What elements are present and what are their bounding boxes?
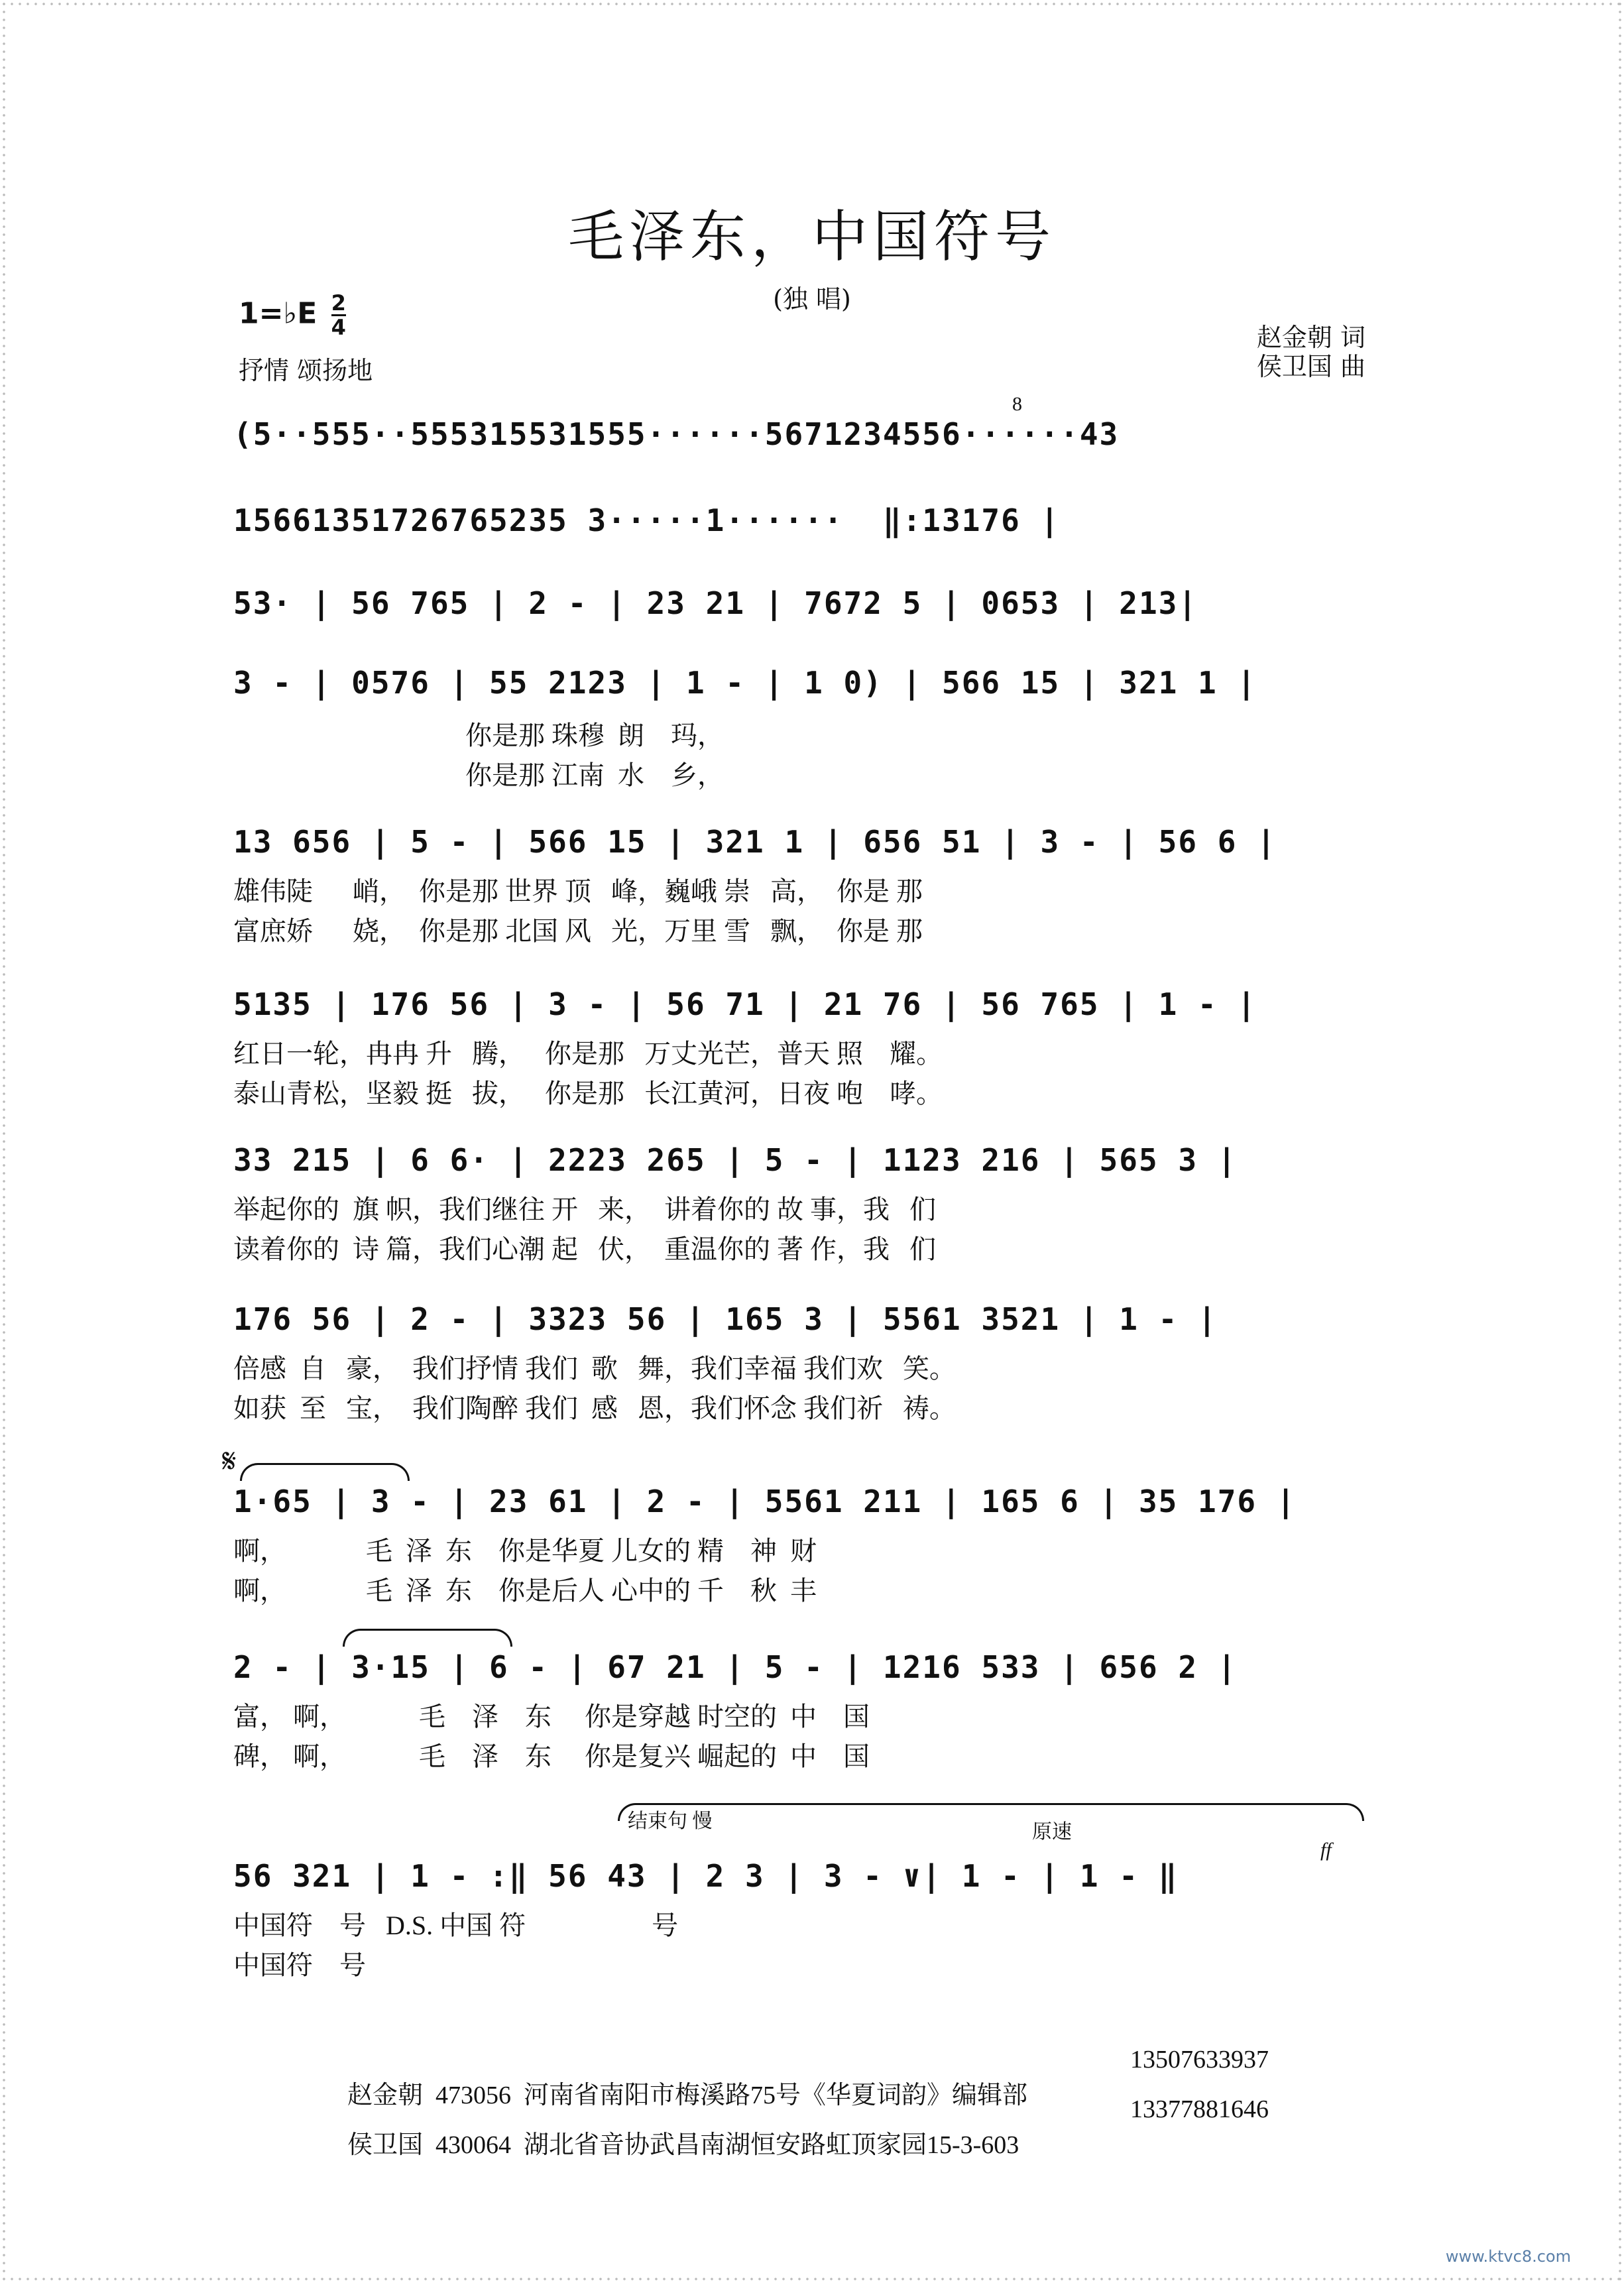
staff-notes: 176 56 | 2 - | 3323 56 | 165 3 | 5561 3521 | 1 - |: [233, 1301, 1218, 1337]
song-title: 毛泽东，中国符号: [567, 204, 1056, 269]
key-label: 1=♭E: [239, 296, 318, 331]
page-border-bottom: [0, 2275, 1624, 2283]
footer-phone: 13377881646: [1130, 2095, 1269, 2123]
staff-notes: 53· | 56 765 | 2 - | 23 21 | 7672 5 | 0653 | 213|: [233, 585, 1198, 621]
lyric-line: 碑， 啊， 毛 泽 东 你是复兴 崛起的 中 国: [233, 1741, 870, 1771]
time-denominator: 4: [331, 315, 346, 340]
lyric-line: 你是那 江南 水 乡，: [233, 760, 724, 790]
lyric-line: 举起你的 旗 帜，我们继往 开 来， 讲着你的 故 事，我 们: [233, 1195, 936, 1224]
lyric-line: 如获 至 宝， 我们陶醉 我们 感 恩，我们怀念 我们祈 祷。: [233, 1393, 956, 1423]
staff-notes: 1·65 | 3 - | 23 61 | 2 - | 5561 211 | 165 6 | 35 176 |: [233, 1484, 1297, 1519]
staff-notes: 56 321 | 1 - :‖ 56 43 | 2 3 | 3 - ∨| 1 - | 1 - ‖: [233, 1858, 1179, 1894]
staff-notes: 13 656 | 5 - | 566 15 | 321 1 | 656 51 | 3 - | 56 6 |: [233, 824, 1277, 860]
footer-address: 赵金朝 473056 河南省南阳市梅溪路75号《华夏词韵》编辑部: [347, 2081, 1028, 2109]
lyric-line: 啊， 毛 泽 东 你是华夏 儿女的 精 神 财: [233, 1536, 817, 1566]
lyric-line: 富庶娇 娆， 你是那 北国 风 光，万里 雪 飘， 你是 那: [233, 916, 923, 946]
lyric-line: 啊， 毛 泽 东 你是后人 心中的 千 秋 丰: [233, 1576, 817, 1606]
page-border-top: [0, 0, 1624, 8]
lyric-line: 富， 啊， 毛 泽 东 你是穿越 时空的 中 国: [233, 1702, 870, 1731]
ending-slur: [618, 1803, 1364, 1821]
composer-credit: 侯卫国 曲: [1256, 352, 1365, 381]
lyric-line: 中国符 号 D.S. 中国 符 号: [233, 1910, 679, 1940]
phrase-slur: [343, 1629, 512, 1647]
time-signature: [331, 292, 346, 339]
song-subtitle: (独 唱): [773, 284, 851, 314]
staff-notes: 15661351726765235 3·····1······ ‖:13176 |: [233, 502, 1061, 538]
lyric-line: 泰山青松，坚毅 挺 拔， 你是那 长江黄河，日夜 咆 哮。: [233, 1079, 943, 1108]
ending-label: 结束句 慢: [628, 1810, 713, 1832]
lyricist-credit: 赵金朝 词: [1256, 323, 1365, 352]
footer-phone: 13507633937: [1130, 2046, 1269, 2074]
staff-notes: (5··555··555315531555······5671234556······43: [233, 416, 1120, 452]
page-border-right: [1616, 0, 1624, 2283]
lyric-line: 红日一轮，冉冉 升 腾， 你是那 万丈光芒，普天 照 耀。: [233, 1039, 943, 1069]
staff-notes: 33 215 | 6 6· | 2223 265 | 5 - | 1123 216 | 565 3 |: [233, 1142, 1238, 1178]
lyric-line: 雄伟陡 峭， 你是那 世界 顶 峰，巍峨 崇 高， 你是 那: [233, 876, 923, 906]
staff-notes: 3 - | 0576 | 55 2123 | 1 - | 1 0) | 566 15 | 321 1 |: [233, 665, 1257, 701]
watermark: www.ktvc8.com: [1445, 2247, 1571, 2266]
tempo-marking: 抒情 颂扬地: [239, 356, 373, 385]
lyric-line: 你是那 珠穆 朗 玛，: [233, 721, 724, 750]
lyric-line: 倍感 自 豪， 我们抒情 我们 歌 舞，我们幸福 我们欢 笑。: [233, 1354, 956, 1383]
page-border-left: [0, 0, 8, 2283]
staff-notes: 2 - | 3·15 | 6 - | 67 21 | 5 - | 1216 533 | 656 2 |: [233, 1649, 1238, 1685]
lyric-line: 中国符 号: [233, 1950, 366, 1980]
phrase-slur: [240, 1463, 410, 1481]
footer-address: 侯卫国 430064 湖北省音协武昌南湖恒安路虹顶家园15-3-603: [347, 2131, 1019, 2159]
key-signature: [239, 292, 346, 339]
time-numerator: 2: [331, 290, 346, 316]
tempo-return-label: 原速: [1032, 1821, 1072, 1843]
segno-icon: 𝄋: [222, 1442, 237, 1480]
staff-notes: 5135 | 176 56 | 3 - | 56 71 | 21 76 | 56 765 | 1 - |: [233, 986, 1257, 1022]
lyric-line: 读着你的 诗 篇，我们心潮 起 伏， 重温你的 著 作，我 们: [233, 1234, 936, 1264]
dynamics-mark: ff: [1320, 1839, 1332, 1861]
octave-mark: 8: [1012, 393, 1022, 415]
